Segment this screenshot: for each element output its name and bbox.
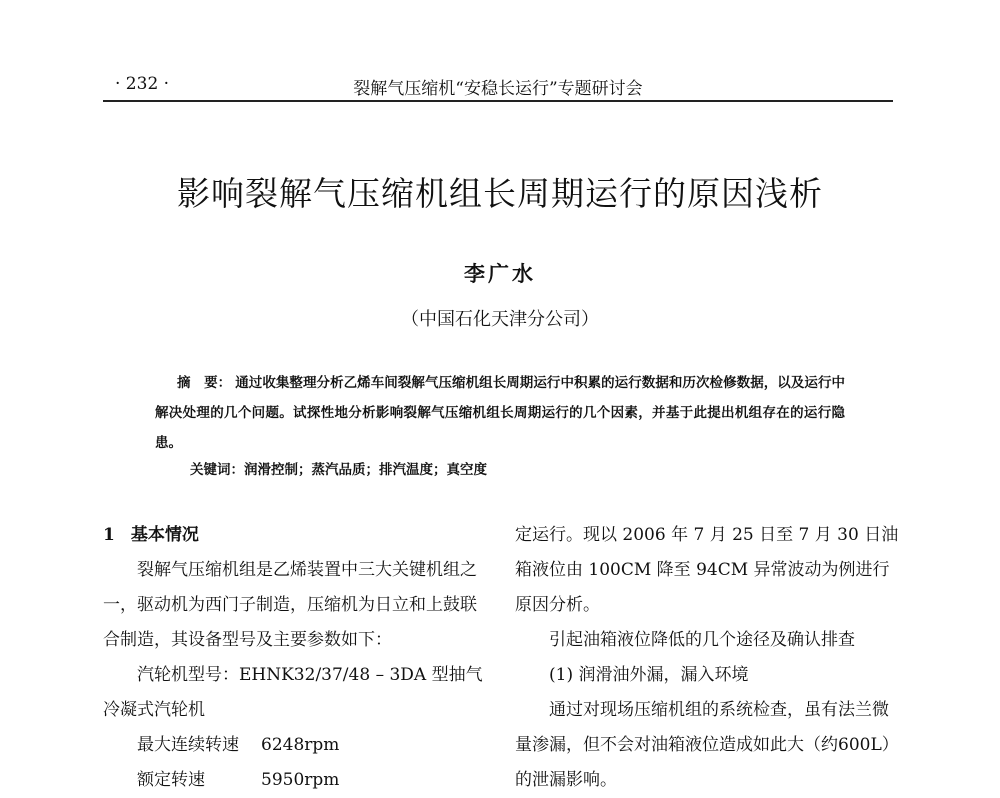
param-row xyxy=(103,763,488,798)
paragraph: 定运行。现以 2006 年 7 月 25 日至 7 月 30 日油箱液位由 100CM 降至 94CM 异常波动为例进行原因分析。 xyxy=(515,525,899,615)
right-column xyxy=(515,518,900,798)
param-name: 额定转速 xyxy=(137,770,205,790)
section-number: 1 xyxy=(103,525,115,545)
running-title: 裂解气压缩机“安稳长运行”专题研讨会 xyxy=(353,79,643,99)
section-title: 基本情况 xyxy=(130,525,199,545)
paper-title: 影响裂解气压缩机组长周期运行的原因浅析 xyxy=(177,174,823,213)
author-affiliation: （中国石化天津分公司） xyxy=(401,309,599,330)
keywords xyxy=(190,458,487,478)
keywords-text: 润滑控制；蒸汽品质；排汽温度；真空度 xyxy=(244,462,487,478)
abstract xyxy=(155,368,845,458)
section-heading xyxy=(103,518,488,553)
abstract-label: 摘 要： xyxy=(177,375,232,391)
abstract-text: 通过收集整理分析乙烯车间裂解气压缩机组长周期运行中积累的运行数据和历次检修数据，以及运行中解决处理的几个问题。试探性地分析影响裂解气压缩机组长周期运行的几个因素，并基于此提出机组存在的运行隐患。 xyxy=(155,375,846,451)
turbine-model: 汽轮机型号：EHNK32/37/48 – 3DA 型抽气冷凝式汽轮机 xyxy=(103,665,483,720)
page-header xyxy=(103,70,893,102)
page-number: · 232 · xyxy=(115,74,170,94)
param-value: 6248rpm xyxy=(261,735,340,755)
param-row xyxy=(103,728,488,763)
param-name: 最大连续转速 xyxy=(137,735,239,755)
keywords-label: 关键词： xyxy=(190,462,244,478)
param-value: 5950rpm xyxy=(261,770,340,790)
paragraph: 引起油箱液位降低的几个途径及确认排查 xyxy=(549,630,855,650)
left-column xyxy=(103,518,488,798)
paragraph: (1) 润滑油外漏，漏入环境 xyxy=(549,665,749,685)
paragraph: 通过对现场压缩机组的系统检查，虽有法兰微量渗漏，但不会对油箱液位造成如此大（约600L）的泄漏影响。 xyxy=(515,700,899,790)
paragraph: 裂解气压缩机组是乙烯装置中三大关键机组之一，驱动机为西门子制造，压缩机为日立和上鼓联合制造，其设备型号及主要参数如下： xyxy=(103,560,477,650)
author-name: 李广水 xyxy=(464,261,536,286)
